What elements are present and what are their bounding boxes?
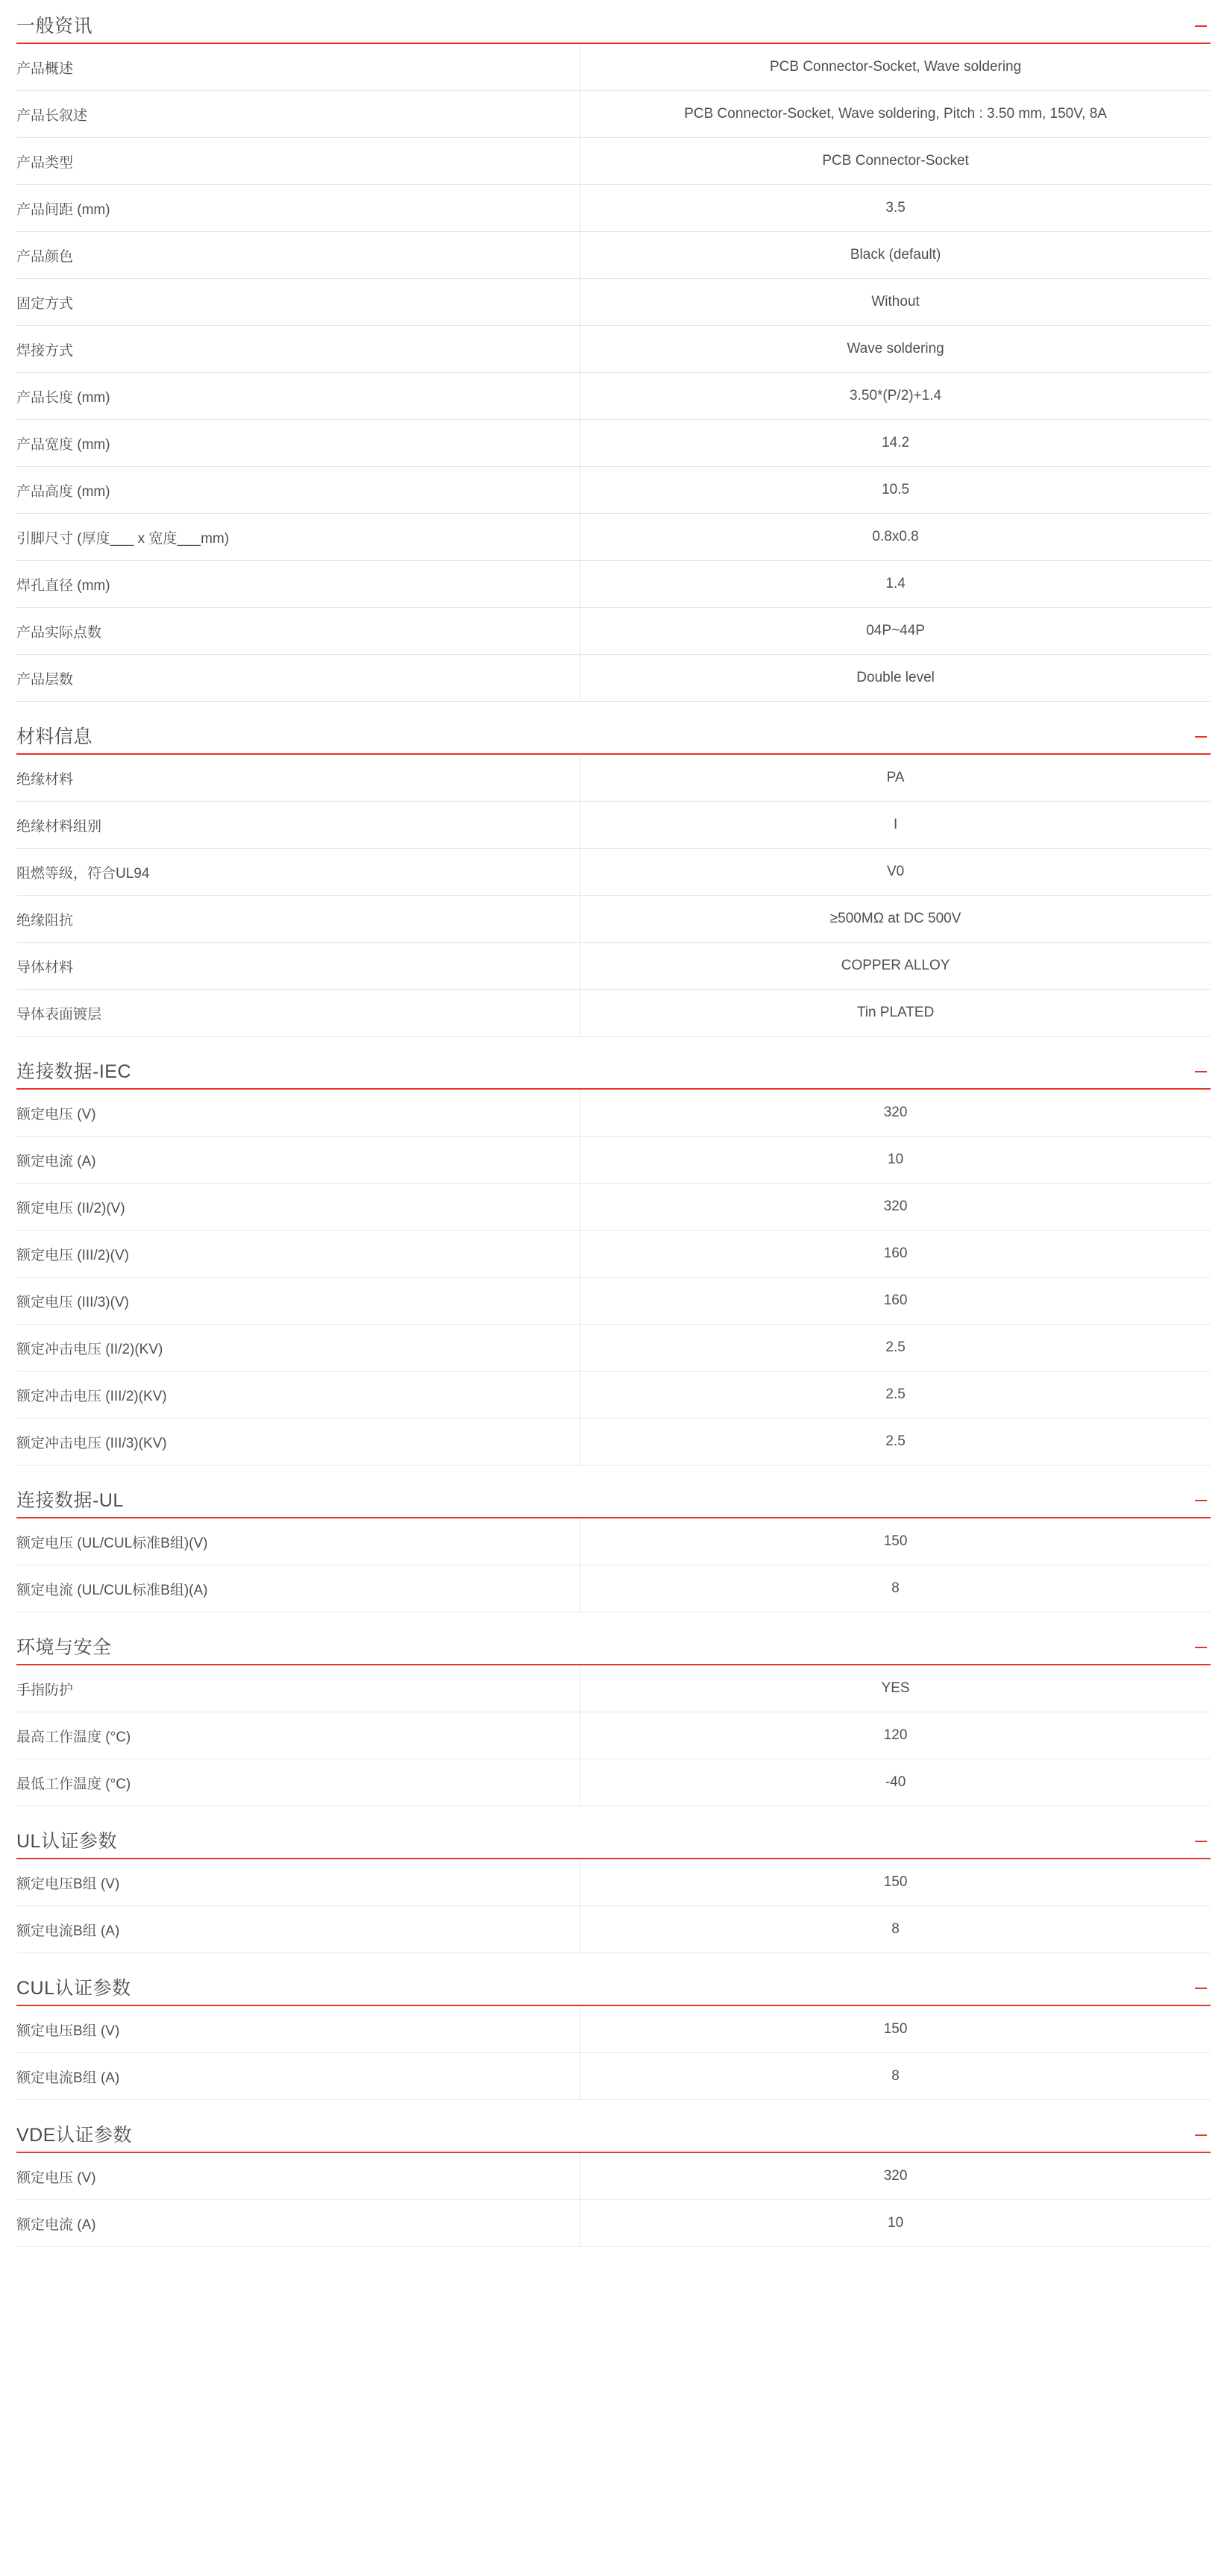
spec-label: 产品间距 (mm) — [16, 185, 580, 232]
spec-value: ≥500MΩ at DC 500V — [829, 911, 961, 926]
spec-label: 产品层数 — [16, 655, 580, 702]
spec-label: 导体表面镀层 — [16, 990, 580, 1037]
spec-value: PCB Connector-Socket, Wave soldering — [769, 59, 1022, 75]
spec-section — [0, 1062, 1227, 1466]
table-row — [16, 655, 1211, 702]
spec-value: 1.4 — [885, 576, 906, 591]
section-title: 材料信息 — [16, 726, 93, 747]
spec-table — [16, 1090, 1211, 1466]
spec-label: 焊孔直径 (mm) — [16, 561, 580, 608]
spec-value: Tin PLATED — [856, 1005, 935, 1020]
spec-label: 额定电流B组 (A) — [16, 2053, 580, 2100]
spec-value: V0 — [886, 864, 905, 879]
spec-label: 最低工作温度 (°C) — [16, 1759, 580, 1806]
table-row — [16, 1906, 1211, 1953]
table-row — [16, 514, 1211, 561]
spec-value: 150 — [883, 2021, 908, 2037]
section-title: 一般资讯 — [16, 16, 93, 37]
table-row — [16, 1090, 1211, 1137]
table-row — [16, 1372, 1211, 1419]
spec-label: 绝缘阻抗 — [16, 896, 580, 943]
spec-sheet — [0, 16, 1227, 2277]
spec-value: 14.2 — [882, 435, 910, 450]
section-header[interactable] — [16, 16, 1211, 44]
spec-label: 绝缘材料 — [16, 755, 580, 802]
spec-label: 额定电压B组 (V) — [16, 1859, 580, 1906]
section-title: 环境与安全 — [16, 1637, 112, 1658]
spec-table — [16, 755, 1211, 1037]
spec-section — [0, 1638, 1227, 1806]
minus-icon-bar — [1195, 25, 1207, 27]
spec-section — [0, 1832, 1227, 1953]
table-row — [16, 373, 1211, 420]
table-row — [16, 1712, 1211, 1759]
spec-label: 额定电流B组 (A) — [16, 1906, 580, 1953]
spec-label: 产品概述 — [16, 44, 580, 91]
table-row — [16, 1184, 1211, 1231]
section-title: CUL认证参数 — [16, 1978, 131, 1999]
spec-label: 额定电压 (II/2)(V) — [16, 1184, 580, 1231]
section-header[interactable] — [16, 1832, 1211, 1859]
spec-value: 10 — [888, 1152, 904, 1167]
table-row — [16, 1565, 1211, 1612]
spec-label: 额定电压 (V) — [16, 1090, 580, 1137]
minus-icon[interactable] — [1191, 2126, 1211, 2145]
minus-icon-bar — [1195, 2134, 1207, 2136]
spec-label: 额定电流 (A) — [16, 2200, 580, 2247]
spec-label: 引脚尺寸 (厚度___ x 宽度___mm) — [16, 514, 580, 561]
spec-value: 320 — [883, 2168, 908, 2184]
table-row — [16, 802, 1211, 849]
table-row — [16, 561, 1211, 608]
spec-value: 3.50*(P/2)+1.4 — [850, 388, 942, 403]
section-title: 连接数据-UL — [16, 1490, 124, 1511]
spec-value: YES — [881, 1680, 910, 1696]
spec-label: 最高工作温度 (°C) — [16, 1712, 580, 1759]
table-row — [16, 2153, 1211, 2200]
spec-label: 额定冲击电压 (III/3)(KV) — [16, 1419, 580, 1466]
section-title: VDE认证参数 — [16, 2125, 132, 2146]
table-row — [16, 138, 1211, 185]
spec-section — [0, 727, 1227, 1037]
spec-label: 固定方式 — [16, 279, 580, 326]
minus-icon-bar — [1195, 736, 1207, 738]
spec-label: 额定电流 (UL/CUL标准B组)(A) — [16, 1565, 580, 1612]
spec-value: 120 — [883, 1727, 908, 1743]
table-row — [16, 185, 1211, 232]
spec-section — [0, 16, 1227, 702]
table-row — [16, 608, 1211, 655]
section-header[interactable] — [16, 1979, 1211, 2006]
minus-icon-bar — [1195, 1647, 1207, 1648]
spec-label: 产品宽度 (mm) — [16, 420, 580, 467]
table-row — [16, 44, 1211, 91]
spec-value: -40 — [885, 1774, 906, 1790]
spec-label: 焊接方式 — [16, 326, 580, 373]
section-title: 连接数据-IEC — [16, 1061, 132, 1082]
spec-value: Double level — [856, 670, 935, 685]
table-row — [16, 326, 1211, 373]
section-header[interactable] — [16, 1062, 1211, 1090]
spec-label: 产品高度 (mm) — [16, 467, 580, 514]
spec-value: 8 — [891, 1921, 900, 1937]
spec-table — [16, 1859, 1211, 1953]
table-row — [16, 2053, 1211, 2100]
table-row — [16, 2200, 1211, 2247]
spec-value: 320 — [883, 1199, 908, 1214]
table-row — [16, 1665, 1211, 1712]
table-row — [16, 990, 1211, 1037]
minus-icon-bar — [1195, 1841, 1207, 1842]
spec-value: PCB Connector-Socket, Wave soldering, Pitch : 3.50 mm, 150V, 8A — [684, 106, 1107, 122]
table-row — [16, 1231, 1211, 1278]
spec-label: 产品颜色 — [16, 232, 580, 279]
spec-label: 额定冲击电压 (III/2)(KV) — [16, 1372, 580, 1419]
spec-label: 额定电流 (A) — [16, 1137, 580, 1184]
spec-label: 产品实际点数 — [16, 608, 580, 655]
table-row — [16, 1325, 1211, 1372]
table-row — [16, 1278, 1211, 1325]
section-header[interactable] — [16, 2126, 1211, 2153]
spec-value: 150 — [883, 1874, 908, 1890]
minus-icon[interactable] — [1191, 16, 1211, 36]
spec-value: 8 — [891, 1580, 900, 1596]
spec-table — [16, 1665, 1211, 1806]
table-row — [16, 1419, 1211, 1466]
section-title: UL认证参数 — [16, 1831, 117, 1852]
spec-value: 10 — [888, 2215, 904, 2231]
spec-label: 绝缘材料组别 — [16, 802, 580, 849]
minus-icon[interactable] — [1191, 1832, 1211, 1851]
spec-value: Black (default) — [850, 247, 941, 263]
spec-label: 额定电压 (III/3)(V) — [16, 1278, 580, 1325]
table-row — [16, 1518, 1211, 1565]
spec-value: 150 — [883, 1533, 908, 1549]
spec-value: PA — [886, 770, 905, 785]
spec-section — [0, 1979, 1227, 2100]
spec-value: 160 — [883, 1245, 908, 1261]
spec-value: Wave soldering — [847, 341, 944, 356]
section-header[interactable] — [16, 1491, 1211, 1518]
spec-value: 3.5 — [885, 200, 906, 216]
spec-value: 04P~44P — [866, 623, 925, 638]
spec-table — [16, 1518, 1211, 1612]
minus-icon[interactable] — [1191, 1979, 1211, 1998]
minus-icon[interactable] — [1191, 1491, 1211, 1510]
table-row — [16, 943, 1211, 990]
spec-label: 手指防护 — [16, 1665, 580, 1712]
spec-label: 额定电压 (III/2)(V) — [16, 1231, 580, 1278]
table-row — [16, 2006, 1211, 2053]
table-row — [16, 849, 1211, 896]
spec-value: PCB Connector-Socket — [822, 153, 969, 169]
spec-label: 产品长度 (mm) — [16, 373, 580, 420]
spec-value: 10.5 — [882, 482, 910, 497]
table-row — [16, 279, 1211, 326]
table-row — [16, 420, 1211, 467]
spec-value: 8 — [891, 2068, 900, 2084]
spec-label: 额定电压 (V) — [16, 2153, 580, 2200]
minus-icon-bar — [1195, 1071, 1207, 1072]
spec-value: 2.5 — [885, 1339, 906, 1355]
spec-value: COPPER ALLOY — [841, 958, 950, 973]
spec-section — [0, 1491, 1227, 1612]
spec-section — [0, 2126, 1227, 2247]
minus-icon[interactable] — [1191, 1062, 1211, 1081]
minus-icon-bar — [1195, 1988, 1207, 1989]
spec-value: Without — [871, 294, 920, 310]
spec-value: 0.8x0.8 — [872, 529, 919, 544]
spec-table — [16, 2153, 1211, 2247]
minus-icon-bar — [1195, 1500, 1207, 1501]
spec-label: 产品类型 — [16, 138, 580, 185]
spec-label: 额定冲击电压 (II/2)(KV) — [16, 1325, 580, 1372]
table-row — [16, 1859, 1211, 1906]
section-header[interactable] — [16, 727, 1211, 755]
spec-label: 导体材料 — [16, 943, 580, 990]
spec-value: 2.5 — [885, 1433, 906, 1449]
table-row — [16, 755, 1211, 802]
spec-label: 额定电压 (UL/CUL标准B组)(V) — [16, 1518, 580, 1565]
spec-label: 额定电压B组 (V) — [16, 2006, 580, 2053]
table-row — [16, 232, 1211, 279]
table-row — [16, 467, 1211, 514]
table-row — [16, 896, 1211, 943]
spec-value: I — [893, 817, 898, 832]
spec-label: 阻燃等级，符合UL94 — [16, 849, 580, 896]
minus-icon[interactable] — [1191, 1638, 1211, 1657]
spec-table — [16, 2006, 1211, 2100]
table-row — [16, 1137, 1211, 1184]
spec-table — [16, 44, 1211, 702]
spec-value: 2.5 — [885, 1386, 906, 1402]
spec-value: 160 — [883, 1292, 908, 1308]
section-header[interactable] — [16, 1638, 1211, 1665]
table-row — [16, 91, 1211, 138]
spec-value: 320 — [883, 1105, 908, 1120]
sections-container — [0, 16, 1227, 2247]
table-row — [16, 1759, 1211, 1806]
minus-icon[interactable] — [1191, 727, 1211, 747]
spec-label: 产品长叙述 — [16, 91, 580, 138]
